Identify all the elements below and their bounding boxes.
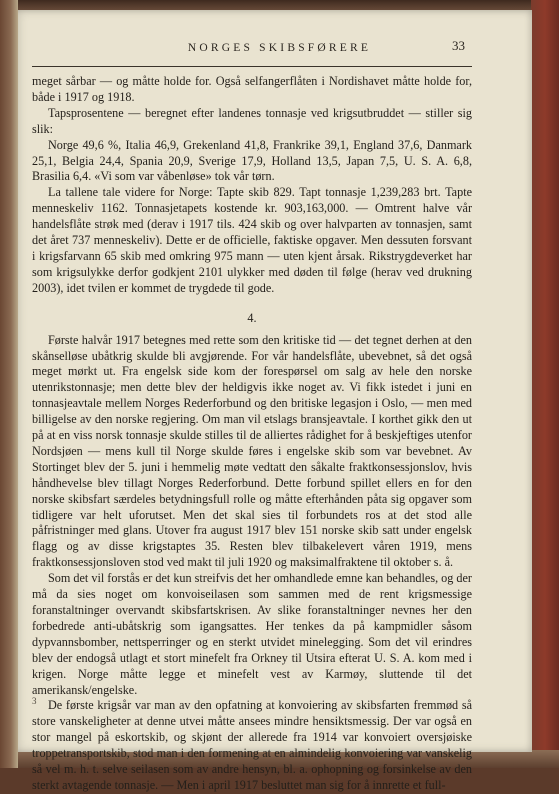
book-cover-right [531, 0, 559, 768]
paragraph: Tapsprosentene — beregnet efter landenes tonnasje ved krigsutbruddet — stiller sig slik: [32, 105, 472, 136]
running-head: NORGES SKIBSFØRERE [187, 42, 372, 54]
book-gutter [0, 0, 18, 768]
section-number: 4. [247, 310, 257, 325]
signature-mark: 3 [32, 696, 37, 706]
body-text [32, 74, 472, 794]
paragraph: Som det vil forstås er det kun streifvis det her omhandlede emne kan behandles, og der må da sies noget om konvoiseilasen som sammen med de rent krigsmessige foranstaltninger overvandt skibsfartskrisen. Av slike foranstaltninger nevnes her den forbedrede anti-ubåtskrig som igangsattes. Her tenkes da på kampmidler såsom dypvannsbomber, nettsperringer og en sterkt utvidet minelegging. Som det vil erindres blev der endogså utlagt et stort minefelt fra Orkney til Utsira efterat U. S. A. kom med i krigen. Norge måtte legge et minefelt vest av Karmøy, sluttende til det amerikansk/engelske. [32, 571, 472, 697]
page-number: 33 [452, 38, 465, 53]
header-rule [32, 66, 472, 67]
paragraph: De første krigsår var man av den opfatning at konvoiering av skibsfarten fremmød så store vanskeligheter at denne utvei måtte ansees mindre hensiktsmessig. Der var også en stor mangel på eskortskib, og skjønt der allerede fra 1914 var konvoiert oversjøiske troppetransportskib, stod man i den formening at en almindelig konvoiering var vanskelig så vel m. h. t. selve seilasen som av andre hensyn, bl. a. ophopning og forsinkelse av den sterkt avtagende tonnasje. — Men i april 1917 besluttet man sig for å innrette et full- [32, 698, 472, 792]
paragraph: meget sårbar — og måtte holde for. Også selfangerflåten i Nordishavet måtte holde for, både i 1917 og 1918. [32, 74, 472, 104]
paragraph: La tallene tale videre for Norge: Tapte skib 829. Tapt tonnasje 1,239,283 brt. Tapte menneskeliv 1162. Tonnasjetapets kostende kr. 903,163,000. — Omtrent halve vår handelsflåte strøk med (derav i 1917 tils. 424 skib og over halvparten av tonnasjen, samt det året 737 menneskeliv). Dette er de officielle, faktiske opgaver. Men dessuten forsvant i krigsfarvann 65 skib med omkring 975 mann — uten kjent årsak. Rikstrygdeverket har som krigsulykke derfor godkjent 2101 ulykker med døden til følge (herav ved drukning 2003), idet tvilen er kommet de trygdede til gode. [32, 185, 472, 295]
paragraph: Første halvår 1917 betegnes med rette som den kritiske tid — det tegnet derhen at den skånselløse ubåtkrig skulde bli avgjørende. For vår handelsflåte, ubevebnet, så det også meget mørkt ut. Fra engelsk side kom der forespørsel om salg av hele den norske utenrikstonnasje; men dette blev der heldigvis ikke noget av. Vi fikk istedet i juni en tonnasjeavtale mellem Norges Rederforbund og den britiske legasjon i Oslo, — men med billigelse av den norske regjering. Om man vil etslags bransjeavtale. I korthet gikk den ut på at en viss norsk tonnasje skulde stilles til de alliertes rådighet for å beskjeftiges utenfor Nordsjøen — mens kull til Norge skulde føres i engelske skib som var bevebnet. Av Stortinget blev der 5. juni i hemmelig møte vedtatt den såkalte fraktkonsessjonslov, hvis håndhevelse blev tillagt Norges Rederforbund. Dette forbund spillet ellers en for den norske skibsfart særdeles betydningsfull rolle og måtte efterhånden påta sig opgaver som tidligere var helt uforutset. Men det skal sies til forbundets ros at det stod alle påfristninger med glans. Utover fra august 1917 blev 151 norske skib satt under engelsk flagg og av disse krigstaptes 35. Resten blev tilbakelevert våren 1919, mens fraktkonsessjonsloven stod ved makt til juli 1920 og maksimalfraktene til oktober s. å. [32, 332, 472, 570]
paragraph: Norge 49,6 %, Italia 46,9, Grekenland 41,8, Frankrike 39,1, England 37,6, Danmark 25,1, Belgia 24,4, Spania 20,9, Sverige 17,9, Holland 13,5, Japan 7,5, U. S. A. 6,8, Brasilia 6,4. «Vi som var våbenløse» tok vår tørn. [32, 137, 472, 184]
